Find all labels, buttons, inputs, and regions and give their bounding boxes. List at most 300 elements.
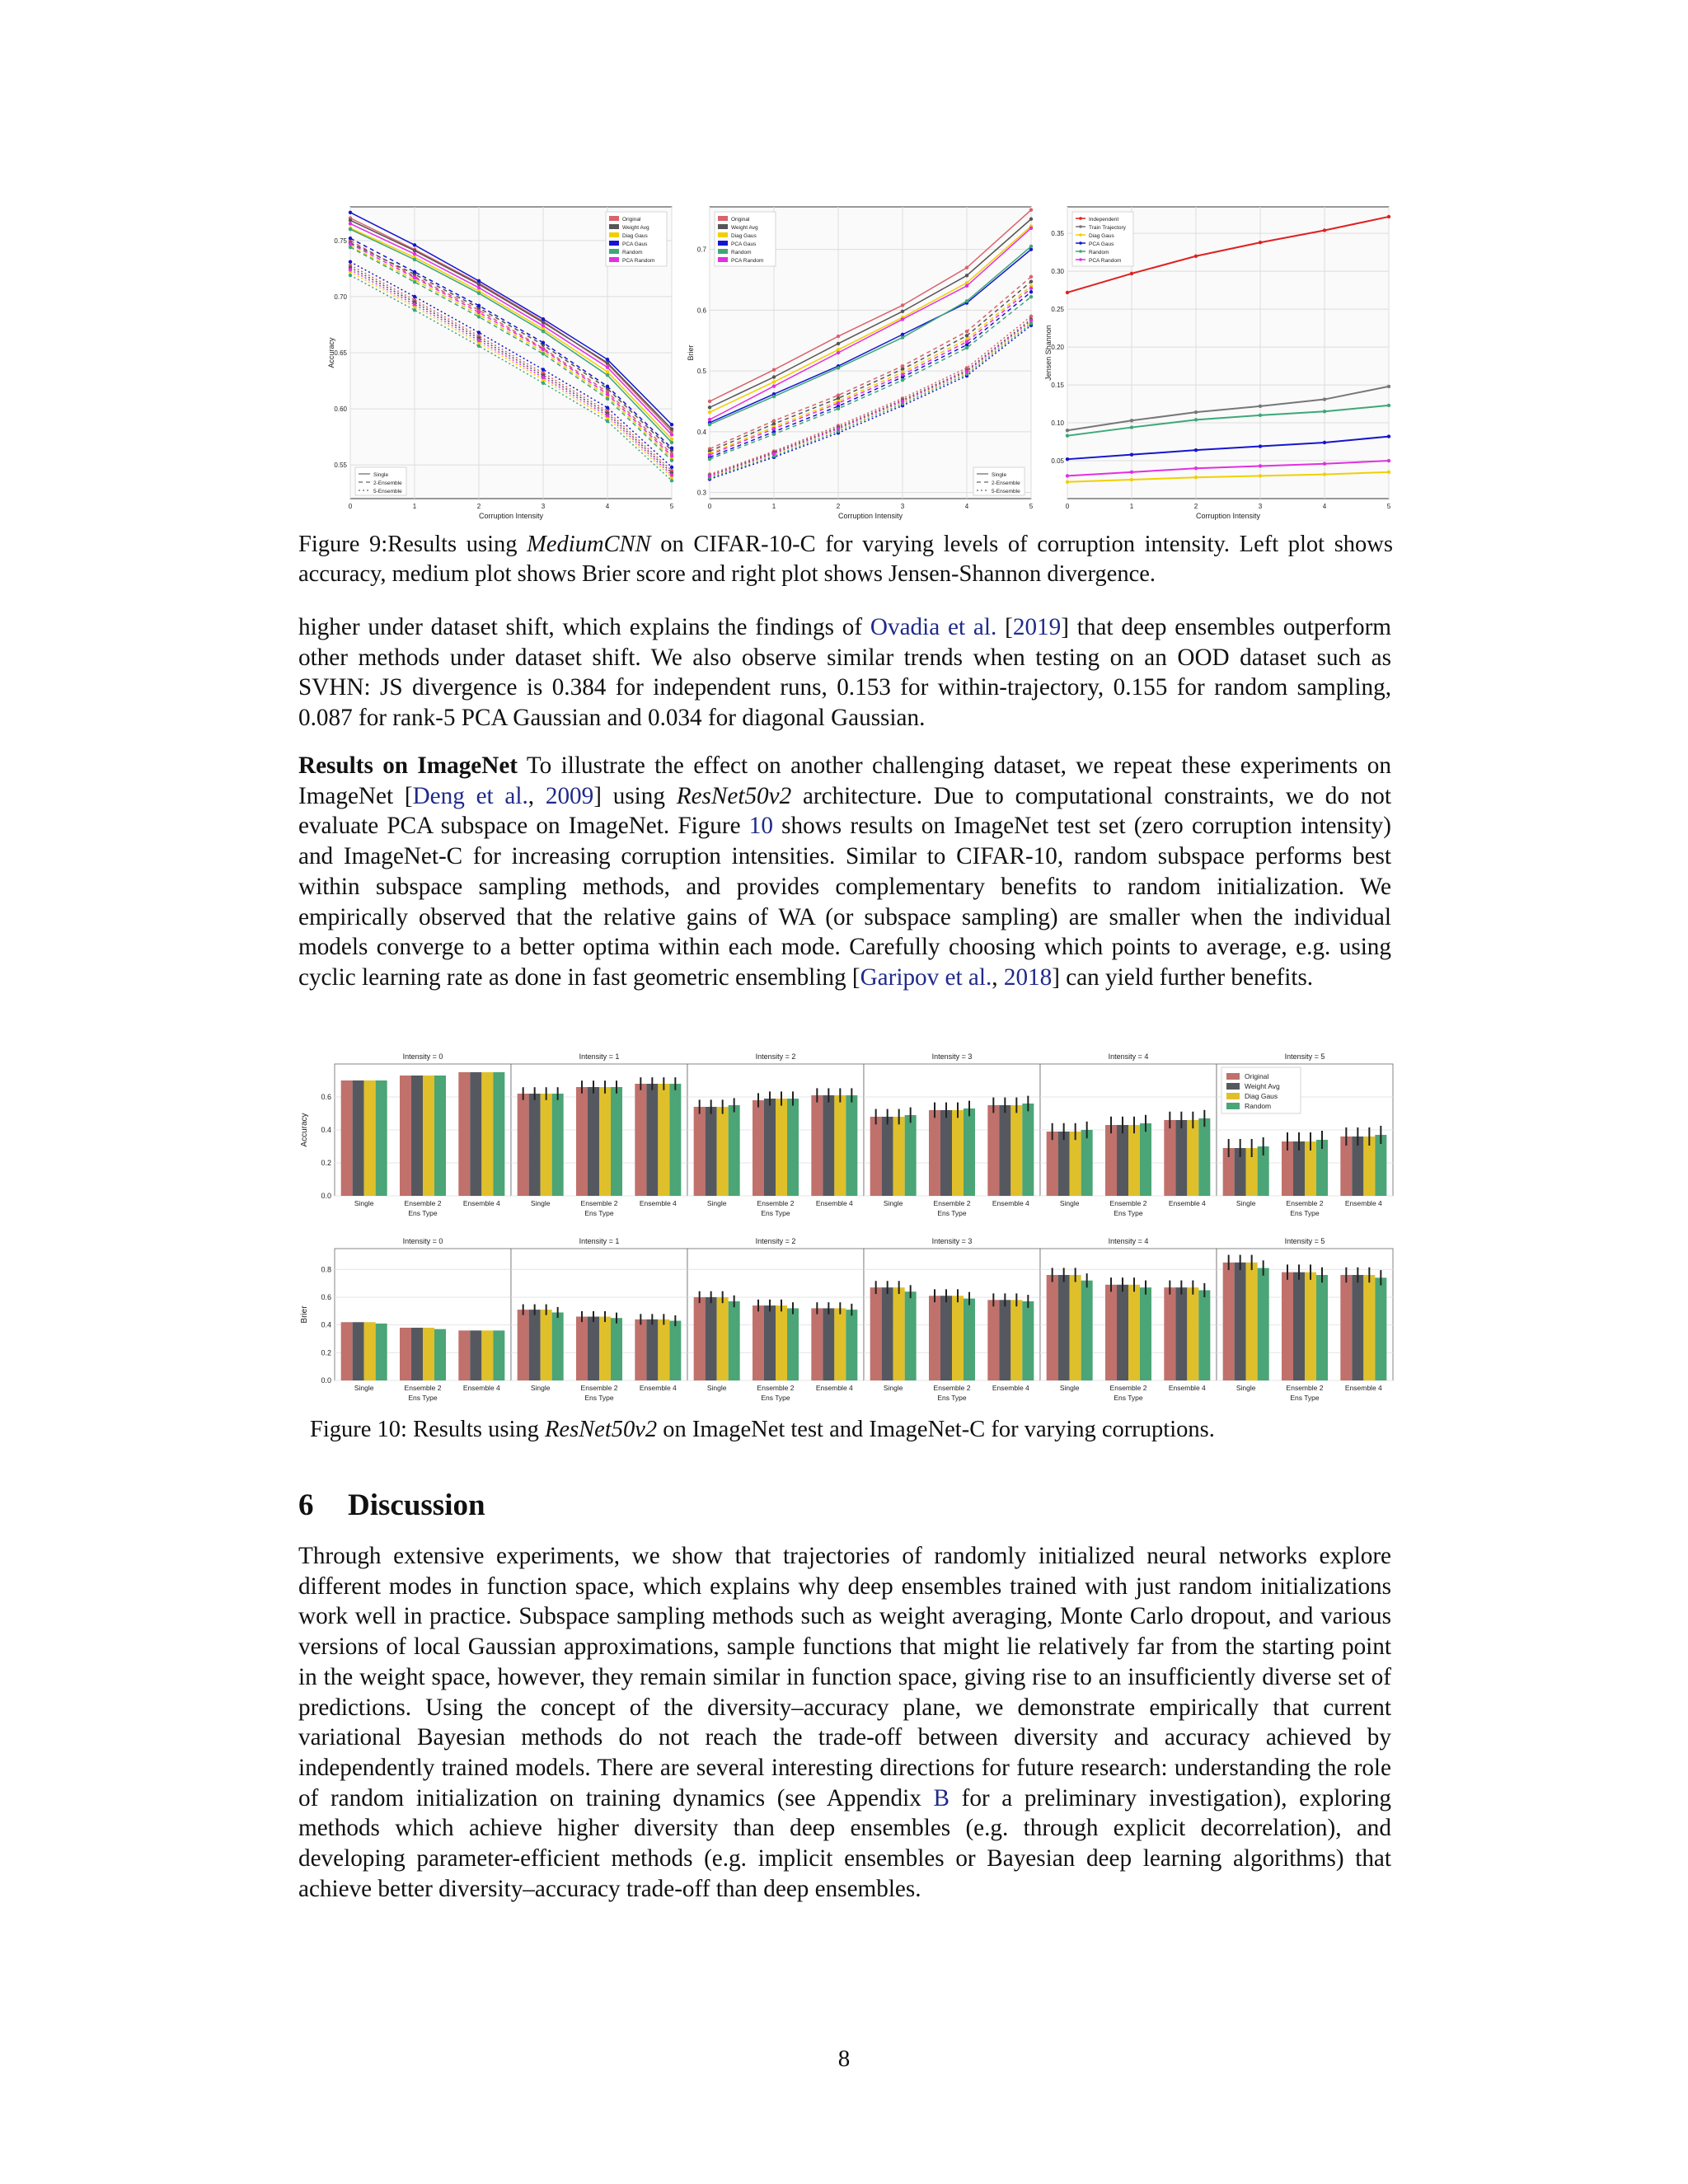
- bar: [411, 1076, 423, 1196]
- bar: [541, 1094, 552, 1196]
- bar: [764, 1305, 776, 1380]
- data-point: [413, 302, 416, 306]
- bar: [423, 1328, 434, 1380]
- legend-swatch: [718, 249, 728, 254]
- y-tick-label: 0.15: [1051, 382, 1064, 390]
- bar: [882, 1287, 893, 1380]
- y-tick-label: 0.4: [321, 1126, 331, 1134]
- bar: [1058, 1132, 1070, 1196]
- bar: [870, 1117, 882, 1196]
- style-legend-label: 2-Ensemble: [992, 480, 1020, 486]
- y-tick-label: 0.60: [334, 405, 347, 414]
- data-point: [542, 382, 545, 385]
- bar: [411, 1328, 423, 1380]
- bar: [823, 1308, 834, 1380]
- style-legend-label: 5-Ensemble: [992, 489, 1020, 494]
- data-point: [606, 358, 609, 361]
- bar: [576, 1317, 588, 1380]
- x-tick-label: Single: [530, 1199, 551, 1207]
- bar: [893, 1117, 905, 1196]
- bar: [364, 1322, 376, 1380]
- x-tick-label: Ensemble 4: [1344, 1199, 1382, 1207]
- bar: [576, 1087, 588, 1196]
- citation-link[interactable]: Garipov et al.: [860, 963, 992, 991]
- bar: [964, 1299, 975, 1380]
- data-point: [349, 268, 352, 271]
- data-point: [349, 218, 352, 222]
- x-tick-label: 5: [1386, 503, 1391, 510]
- citation-link[interactable]: Deng et al.: [412, 782, 528, 809]
- x-tick-label: 1: [1129, 503, 1134, 510]
- legend-swatch: [718, 241, 728, 246]
- x-tick-label: Single: [883, 1384, 903, 1392]
- bar: [753, 1305, 764, 1380]
- bar: [893, 1287, 905, 1380]
- bar: [1175, 1287, 1187, 1380]
- legend-swatch: [718, 257, 728, 262]
- bar: [646, 1319, 658, 1380]
- data-point: [670, 459, 673, 462]
- data-point: [1130, 478, 1133, 481]
- data-point: [413, 252, 416, 255]
- legend-label: Diag Gaus: [1089, 233, 1114, 239]
- data-point: [606, 397, 609, 401]
- x-tick-label: 5: [669, 503, 674, 510]
- data-point: [413, 295, 416, 298]
- bar: [929, 1110, 940, 1196]
- x-tick-label: Single: [354, 1384, 374, 1392]
- data-point: [606, 385, 609, 388]
- caption-text: Figure 10: Results using: [310, 1417, 546, 1442]
- bar: [458, 1072, 470, 1196]
- data-point: [837, 335, 840, 338]
- data-point: [708, 453, 711, 457]
- data-point: [1387, 404, 1390, 407]
- legend-marker: [1079, 250, 1082, 253]
- data-point: [901, 303, 904, 307]
- figure-10-caption: [310, 1415, 1390, 1445]
- data-point: [413, 270, 416, 274]
- data-point: [1029, 287, 1033, 290]
- bar: [470, 1330, 481, 1380]
- figure-9-caption: [298, 530, 1393, 589]
- y-tick-label: 0.5: [696, 368, 706, 376]
- bar: [611, 1318, 622, 1380]
- x-tick-label: Ensemble 2: [757, 1384, 795, 1392]
- data-point: [1130, 425, 1133, 429]
- x-tick-label: Single: [1059, 1384, 1080, 1392]
- panel-title: Intensity = 1: [579, 1237, 620, 1245]
- data-point: [772, 384, 776, 387]
- bar: [776, 1305, 787, 1380]
- data-point: [1259, 444, 1262, 448]
- data-point: [413, 249, 416, 252]
- legend-label: PCA Gaus: [622, 241, 648, 247]
- legend-label: Independent: [1089, 217, 1119, 223]
- x-tick-label: Single: [354, 1199, 374, 1207]
- data-point: [1066, 480, 1069, 484]
- data-point: [542, 352, 545, 355]
- data-point: [965, 274, 968, 277]
- data-point: [965, 266, 968, 269]
- data-point: [542, 348, 545, 351]
- legend-swatch: [609, 249, 619, 254]
- bar: [882, 1117, 893, 1196]
- y-tick-label: 0.25: [1051, 306, 1064, 314]
- data-point: [606, 419, 609, 423]
- data-point: [965, 330, 968, 333]
- data-point: [349, 237, 352, 240]
- y-axis-label: Accuracy: [300, 1113, 309, 1147]
- x-tick-label: 1: [412, 503, 417, 510]
- bar: [987, 1105, 999, 1196]
- panel-title: Intensity = 0: [402, 1052, 443, 1061]
- data-point: [1066, 434, 1069, 437]
- bar: [823, 1095, 834, 1196]
- legend-marker: [1079, 241, 1082, 245]
- data-point: [606, 366, 609, 369]
- legend-marker: [1079, 258, 1082, 261]
- bar: [729, 1105, 740, 1196]
- x-tick-label: 3: [541, 503, 546, 510]
- bar: [1047, 1275, 1058, 1380]
- y-tick-label: 0.4: [696, 428, 706, 436]
- bar: [905, 1115, 917, 1196]
- x-axis-label: Ens Type: [1114, 1394, 1143, 1402]
- y-tick-label: 0.8: [321, 1265, 331, 1274]
- data-point: [708, 400, 711, 403]
- x-tick-label: 1: [771, 503, 776, 510]
- data-point: [542, 341, 545, 344]
- bar: [1246, 1263, 1258, 1380]
- legend-swatch: [1226, 1083, 1240, 1090]
- appendix-ref-link[interactable]: B: [933, 1784, 950, 1811]
- x-tick-label: Ensemble 4: [462, 1199, 500, 1207]
- x-tick-label: Ensemble 4: [992, 1384, 1029, 1392]
- data-point: [477, 279, 481, 283]
- data-point: [1387, 459, 1390, 462]
- x-tick-label: Ensemble 4: [992, 1199, 1029, 1207]
- y-tick-label: 0.35: [1051, 230, 1064, 238]
- bar: [999, 1300, 1010, 1380]
- x-tick-label: 3: [900, 503, 905, 510]
- y-axis-label: Brier: [687, 344, 695, 361]
- x-tick-label: Ensemble 2: [1109, 1199, 1147, 1207]
- legend-label: Weight Avg: [622, 225, 649, 231]
- data-point: [837, 366, 840, 369]
- x-tick-label: Ensemble 4: [1168, 1384, 1206, 1392]
- caption-text: on CIFAR-10-C for varying levels of corruption intensity. Left plot shows accuracy, medium plot shows Brier score and right plot shows Jensen-Shannon divergence.: [298, 532, 1393, 587]
- text-run: ] can yield further benefits.: [1052, 963, 1314, 991]
- bar: [481, 1330, 493, 1380]
- y-tick-label: 0.0: [321, 1192, 331, 1200]
- legend-swatch: [609, 224, 619, 229]
- data-point: [1029, 275, 1033, 279]
- data-point: [349, 242, 352, 246]
- y-tick-label: 0.65: [334, 349, 347, 357]
- x-tick-label: 2: [476, 503, 481, 510]
- bar: [1164, 1287, 1175, 1380]
- citation-link[interactable]: Ovadia et al.: [870, 614, 997, 640]
- figure-9: [326, 202, 1397, 523]
- x-axis-label: Ens Type: [937, 1394, 967, 1402]
- bar: [341, 1322, 353, 1380]
- data-point: [708, 405, 711, 409]
- panel-title: Intensity = 3: [931, 1237, 973, 1245]
- text-run: Through extensive experiments, we show that trajectories of randomly initialized neural networks explore different modes in function space, which explains why deep ensembles trained with just random initializations work well in practice. Subspace sampling methods such as weight averaging, Monte Carlo dropout, and various versions of local Gaussian approximations, sample functions that might lie relatively far from the starting point in the weight space, however, they remain similar in function space, giving rise to an insufficiently diverse set of predictions. Using the concept of the diversity–accuracy plane, we demonstrate empirically that current variational Bayesian methods do not reach the trade-off between diversity and accuracy achieved by independently trained models. There are several interesting directions for future research: understanding the role of random initialization on training dynamics (see Appendix: [298, 1543, 1391, 1811]
- bar: [952, 1296, 964, 1380]
- bar: [1140, 1287, 1151, 1380]
- data-point: [606, 370, 609, 373]
- bar: [1293, 1272, 1305, 1380]
- bar: [541, 1310, 552, 1380]
- x-axis-label: Ens Type: [1290, 1209, 1320, 1217]
- panel-title: Intensity = 1: [579, 1052, 620, 1061]
- legend-label: PCA Random: [731, 258, 764, 264]
- data-point: [477, 315, 481, 318]
- bar: [400, 1076, 411, 1196]
- bar: [905, 1291, 917, 1380]
- data-point: [1323, 472, 1326, 476]
- legend-swatch: [609, 216, 619, 221]
- bar: [1081, 1130, 1093, 1196]
- jensen-shannon-line-chart: [1043, 202, 1397, 523]
- data-point: [542, 321, 545, 324]
- bar: [353, 1080, 364, 1196]
- data-point: [901, 335, 904, 339]
- panel-title: Intensity = 0: [402, 1237, 443, 1245]
- x-tick-label: Ensemble 2: [404, 1384, 442, 1392]
- x-tick-label: Single: [1059, 1199, 1080, 1207]
- data-point: [477, 292, 481, 295]
- y-tick-label: 0.7: [696, 246, 706, 254]
- bar: [1187, 1120, 1198, 1196]
- x-axis-label: Corruption Intensity: [478, 512, 544, 520]
- x-tick-label: 0: [348, 503, 353, 510]
- data-point: [349, 222, 352, 225]
- legend-label: Random: [1245, 1102, 1272, 1110]
- legend-label: Diag Gaus: [1245, 1092, 1278, 1100]
- bar: [1223, 1263, 1235, 1380]
- data-point: [413, 258, 416, 261]
- legend-swatch: [1226, 1073, 1240, 1080]
- y-tick-label: 0.70: [334, 293, 347, 301]
- data-point: [1194, 418, 1198, 421]
- bar: [458, 1330, 470, 1380]
- data-point: [1323, 462, 1326, 466]
- data-point: [1029, 295, 1033, 298]
- legend-label: Random: [731, 250, 752, 255]
- data-point: [1130, 471, 1133, 474]
- x-axis-label: Ens Type: [937, 1209, 967, 1217]
- panel-title: Intensity = 4: [1108, 1052, 1149, 1061]
- data-point: [1130, 272, 1133, 275]
- x-tick-label: 2: [1193, 503, 1198, 510]
- data-point: [1259, 464, 1262, 467]
- data-point: [542, 317, 545, 321]
- paragraph-discussion: [298, 1541, 1391, 1904]
- bar: [588, 1087, 599, 1196]
- data-point: [606, 392, 609, 396]
- data-point: [413, 280, 416, 284]
- data-point: [901, 373, 904, 376]
- bar: [529, 1310, 541, 1380]
- x-tick-label: Single: [706, 1199, 727, 1207]
- bar: [1198, 1291, 1210, 1380]
- x-tick-label: 0: [707, 503, 712, 510]
- citation-year-link[interactable]: 2018: [1003, 963, 1053, 991]
- bar: [529, 1094, 541, 1196]
- legend-label: Original: [1245, 1072, 1269, 1080]
- legend-label: Weight Avg: [1245, 1082, 1280, 1090]
- y-tick-label: 0.75: [334, 237, 347, 245]
- data-point: [1194, 476, 1198, 479]
- x-tick-label: Ensemble 2: [404, 1199, 442, 1207]
- bar: [400, 1328, 411, 1380]
- bar: [376, 1080, 387, 1196]
- bar: [1305, 1272, 1316, 1380]
- y-tick-label: 0.2: [321, 1348, 331, 1357]
- caption-text: Results using: [387, 532, 528, 557]
- style-legend-label: 2-Ensemble: [373, 480, 402, 486]
- bar: [518, 1310, 529, 1380]
- data-point: [670, 423, 673, 426]
- data-point: [413, 243, 416, 246]
- citation-year-link[interactable]: 2019: [1012, 614, 1062, 640]
- bar: [599, 1087, 611, 1196]
- data-point: [413, 308, 416, 312]
- data-point: [965, 284, 968, 288]
- bar: [658, 1319, 669, 1380]
- text-run: To illustrate the effect on another challenging dataset, we repeat these experiments on ImageNet [: [298, 752, 1391, 809]
- figure-ref-link[interactable]: 10: [748, 813, 773, 840]
- data-point: [477, 286, 481, 289]
- x-tick-label: Ensemble 4: [815, 1199, 853, 1207]
- bar: [1175, 1120, 1187, 1196]
- paragraph-imagenet: [298, 751, 1391, 993]
- legend-swatch: [718, 232, 728, 237]
- bar: [493, 1330, 504, 1380]
- bar: [694, 1297, 706, 1380]
- text-run: ] using: [593, 782, 677, 809]
- x-axis-label: Corruption Intensity: [1195, 512, 1261, 520]
- style-legend-label: 5-Ensemble: [373, 489, 402, 494]
- data-point: [1029, 227, 1033, 230]
- bar: [434, 1076, 446, 1196]
- data-point: [670, 473, 673, 476]
- bar: [776, 1099, 787, 1196]
- section-title: Discussion: [348, 1488, 485, 1522]
- legend-label: PCA Random: [1089, 258, 1122, 264]
- data-point: [772, 427, 776, 430]
- model-name: ResNet50v2: [676, 782, 792, 809]
- data-point: [837, 351, 840, 354]
- bar: [364, 1080, 376, 1196]
- x-tick-label: 4: [605, 503, 610, 510]
- bar: [846, 1310, 857, 1380]
- bar: [646, 1084, 658, 1196]
- bar: [1340, 1275, 1352, 1380]
- data-point: [772, 380, 776, 383]
- panel-title: Intensity = 5: [1284, 1237, 1325, 1245]
- data-point: [606, 414, 609, 417]
- y-tick-label: 0.4: [321, 1320, 331, 1329]
- bar: [1128, 1125, 1140, 1196]
- bar: [764, 1099, 776, 1196]
- data-point: [1029, 319, 1033, 322]
- data-point: [901, 310, 904, 313]
- bar: [1282, 1272, 1293, 1380]
- legend-swatch: [609, 241, 619, 246]
- bar: [1105, 1125, 1117, 1196]
- bar: [635, 1084, 646, 1196]
- bar: [706, 1107, 717, 1196]
- data-point: [772, 375, 776, 378]
- legend-label: Train Trajectory: [1089, 225, 1126, 231]
- citation-year-link[interactable]: 2009: [545, 782, 594, 809]
- x-tick-label: Single: [706, 1384, 727, 1392]
- data-point: [477, 330, 481, 334]
- text-run: higher under dataset shift, which explains the findings of: [298, 614, 870, 640]
- bar: [1081, 1281, 1093, 1380]
- data-point: [477, 311, 481, 314]
- data-point: [1029, 290, 1033, 293]
- data-point: [1066, 474, 1069, 477]
- x-tick-label: Ensemble 2: [1109, 1384, 1147, 1392]
- data-point: [901, 400, 904, 403]
- data-point: [1130, 452, 1133, 456]
- bar: [811, 1095, 823, 1196]
- y-tick-label: 0.30: [1051, 268, 1064, 276]
- legend-label: PCA Gaus: [731, 241, 757, 247]
- bar: [1010, 1105, 1022, 1196]
- data-point: [1029, 208, 1033, 211]
- data-point: [477, 283, 481, 286]
- x-tick-label: Ensemble 4: [1344, 1384, 1382, 1392]
- data-point: [965, 346, 968, 349]
- bar: [1022, 1301, 1034, 1380]
- x-tick-label: Ensemble 2: [580, 1199, 618, 1207]
- data-point: [708, 418, 711, 421]
- paragraph-heading: Results on ImageNet: [298, 752, 518, 779]
- data-point: [1029, 218, 1033, 221]
- bar: [834, 1308, 846, 1380]
- bar: [1198, 1118, 1210, 1196]
- x-tick-label: 2: [836, 503, 841, 510]
- data-point: [965, 299, 968, 302]
- x-tick-label: Ensemble 4: [639, 1199, 677, 1207]
- x-tick-label: Ensemble 4: [815, 1384, 853, 1392]
- panel-title: Intensity = 5: [1284, 1052, 1325, 1061]
- bar: [611, 1087, 622, 1196]
- caption-label: Figure 9:: [298, 532, 388, 557]
- bar: [518, 1094, 529, 1196]
- data-point: [837, 407, 840, 410]
- data-point: [606, 373, 609, 377]
- bar: [1258, 1268, 1269, 1380]
- data-point: [1387, 385, 1390, 388]
- legend-marker: [1079, 217, 1082, 220]
- x-tick-label: 5: [1029, 503, 1034, 510]
- data-point: [1130, 419, 1133, 422]
- data-point: [1066, 291, 1069, 294]
- data-point: [542, 368, 545, 371]
- data-point: [349, 211, 352, 214]
- x-axis-label: Ens Type: [761, 1209, 790, 1217]
- bar: [1070, 1132, 1081, 1196]
- data-point: [349, 274, 352, 277]
- y-tick-label: 0.2: [321, 1159, 331, 1167]
